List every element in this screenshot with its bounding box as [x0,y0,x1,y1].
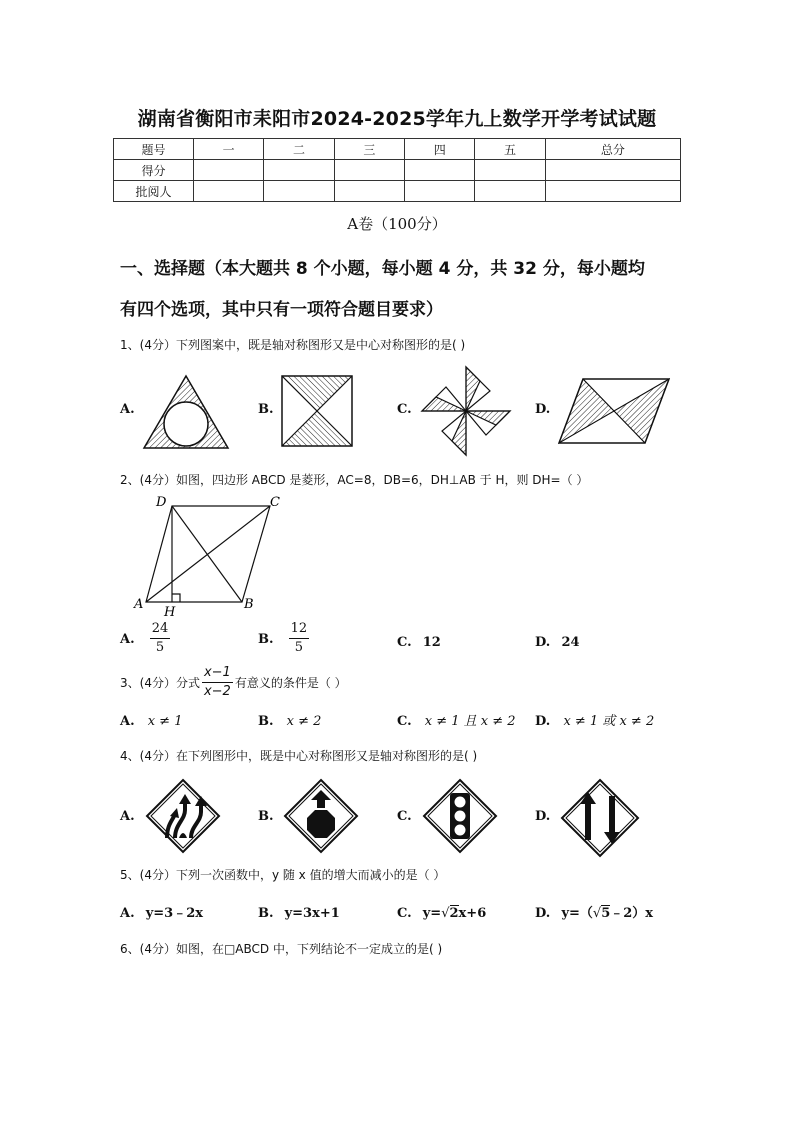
score-table-row [114,181,681,202]
table-cell[interactable] [405,160,475,181]
radicand: 2 [449,906,459,921]
q2-option-b-label: B. [258,632,274,647]
q5-option-c-pre: y= [422,906,442,921]
q3-option-a[interactable] [120,710,182,729]
q2-option-a-fraction [150,620,171,657]
q3-option-d-label: D. [535,714,551,729]
table-cell: 批阅人 [114,181,194,202]
fraction-denominator: 5 [155,640,165,655]
q3-option-b[interactable] [258,710,321,729]
q3-option-b-label: B. [258,714,274,729]
page-title: 湖南省衡阳市耒阳市2024-2025学年九上数学开学考试试题 [137,108,657,130]
q1-option-b-figure[interactable] [281,375,353,447]
table-cell[interactable] [475,181,545,202]
q2-option-b[interactable] [258,620,309,657]
q5-option-c[interactable] [397,902,486,921]
q5-stem: 5、(4分）下列一次函数中，y 随 x 值的增大而减小的是（ ） [120,868,446,882]
q4-option-a-label[interactable]: A. [120,809,135,824]
q5-option-b-text: y=3x+1 [284,906,340,921]
q3-option-b-text: x ≠ 2 [286,714,322,729]
table-cell[interactable] [264,181,334,202]
q2-label-h: H [164,605,176,620]
table-cell: 总分 [545,139,680,160]
q5-option-a-label: A. [120,906,135,921]
q2-option-c[interactable] [397,631,441,650]
q1-option-a-figure[interactable] [140,372,232,452]
q2-rhombus-figure [130,492,290,620]
q2-option-c-text: 12 [422,635,441,650]
q5-option-b[interactable] [258,902,340,921]
q2-option-a[interactable] [120,620,170,657]
q5-option-c-label: C. [397,906,412,921]
score-table-row [114,160,681,181]
q3-option-d[interactable] [535,710,654,729]
q1-stem: 1、(4分）下列图案中，既是轴对称图形又是中心对称图形的是( ) [120,338,466,352]
q1-option-d-label[interactable]: D. [535,402,551,417]
q2-label-d: D [156,495,167,510]
fraction-numerator: x−1 [202,664,233,683]
q4-option-d-label[interactable]: D. [535,809,551,824]
q3-option-c-label: C. [397,714,412,729]
q2-label-b: B [244,597,254,612]
q5-option-a[interactable] [120,902,203,921]
table-cell: 题号 [114,139,194,160]
part1-heading-line2: 有四个选项，其中只有一项符合题目要求） [120,300,443,320]
q5-option-d-pre: y=（ [561,906,593,921]
radical-sign: √ [592,906,602,921]
table-cell[interactable] [194,160,264,181]
q4-option-d-sign[interactable] [560,778,640,858]
table-cell[interactable] [334,181,404,202]
q2-label-c: C [270,495,280,510]
q2-option-c-label: C. [397,635,412,650]
q3-option-c-text: x ≠ 1 且 x ≠ 2 [424,714,516,729]
table-cell[interactable] [475,160,545,181]
q2-stem: 2、(4分）如图，四边形 ABCD 是菱形，AC=8，DB=6，DH⊥AB 于 H，则 DH=（ ） [120,473,589,487]
section-a-heading: A卷（100分） [347,215,447,233]
q3-option-d-text: x ≠ 1 或 x ≠ 2 [563,714,655,729]
q4-stem: 4、(4分）在下列图形中，既是中心对称图形又是轴对称图形的是( ) [120,749,478,763]
q5-option-a-text: y=3﹣2x [145,906,204,921]
q5-option-d[interactable] [535,902,653,921]
q5-option-c-post: x+6 [458,906,487,921]
q3-option-a-label: A. [120,714,135,729]
q3-suffix: 有意义的条件是（ ） [234,676,347,690]
table-cell[interactable] [545,160,680,181]
radical-sign: √ [441,906,450,921]
q3-prefix: 3、(4分）分式 [120,676,200,690]
q2-label-a: A [134,597,144,612]
q1-option-c-label[interactable]: C. [397,402,412,417]
table-cell[interactable] [545,181,680,202]
q2-option-a-label: A. [120,632,135,647]
q1-option-c-figure[interactable] [420,365,512,457]
part1-heading-line1: 一、选择题（本大题共 8 个小题，每小题 4 分，共 32 分，每小题均 [120,259,645,279]
score-table-header-row [114,139,681,160]
q3-option-c[interactable] [397,710,516,729]
q4-option-a-sign[interactable] [145,778,221,854]
score-table [113,138,681,202]
table-cell[interactable] [264,160,334,181]
q2-option-d[interactable] [535,631,580,650]
table-cell: 四 [405,139,475,160]
table-cell[interactable] [405,181,475,202]
q5-option-d-label: D. [535,906,551,921]
table-cell: 五 [475,139,545,160]
q4-option-b-sign[interactable] [283,778,359,854]
q3-stem [120,664,347,701]
q4-option-b-label[interactable]: B. [258,809,274,824]
table-cell: 二 [264,139,334,160]
table-cell[interactable] [334,160,404,181]
q6-stem: 6、(4分）如图，在□ABCD 中，下列结论不一定成立的是( ) [120,942,443,956]
q4-option-c-sign[interactable] [422,778,498,854]
q3-fraction [202,664,233,701]
q4-option-c-label[interactable]: C. [397,809,412,824]
q1-option-b-label[interactable]: B. [258,402,274,417]
table-cell: 一 [194,139,264,160]
radicand: 5 [601,906,611,921]
q2-option-b-fraction [289,620,310,657]
fraction-denominator: 5 [294,640,304,655]
fraction-denominator: x−2 [203,684,231,699]
q2-option-d-text: 24 [561,635,580,650]
table-cell: 得分 [114,160,194,181]
q3-option-a-text: x ≠ 1 [147,714,183,729]
q5-option-b-label: B. [258,906,274,921]
table-cell[interactable] [194,181,264,202]
q5-option-d-post: ﹣2）x [610,906,654,921]
q1-option-d-figure[interactable] [557,377,671,445]
fraction-numerator: 12 [289,620,310,639]
q1-option-a-label[interactable]: A. [120,402,135,417]
fraction-numerator: 24 [150,620,171,639]
q2-option-d-label: D. [535,635,551,650]
table-cell: 三 [334,139,404,160]
